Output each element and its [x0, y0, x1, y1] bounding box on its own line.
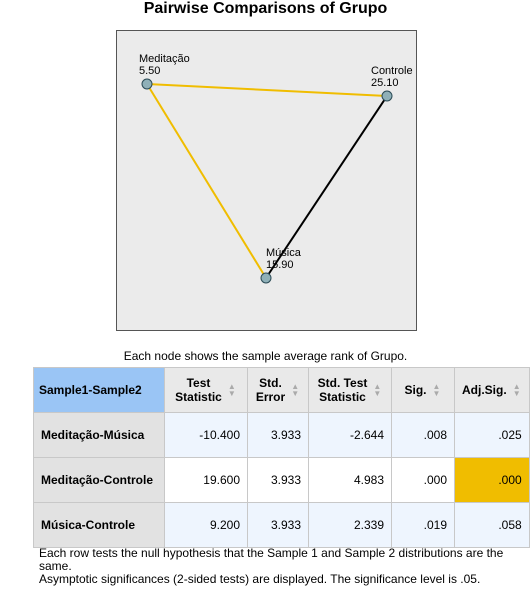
sort-icon[interactable]: ▲ ▼	[373, 382, 382, 398]
table-header-row	[34, 368, 530, 413]
node-rank: 25.10	[371, 77, 399, 89]
column-header-std-error[interactable]	[248, 368, 309, 413]
sort-icon[interactable]: ▲ ▼	[432, 382, 441, 398]
pairwise-graph	[116, 30, 417, 331]
cell-test-statistic: -10.400	[165, 413, 248, 458]
cell-sig: .019	[392, 503, 455, 548]
chart-title: Pairwise Comparisons of Grupo	[143, 0, 388, 17]
node-label-meditacao	[139, 53, 190, 77]
node-name: Meditação	[139, 53, 190, 65]
table-row[interactable]	[34, 503, 530, 548]
node-controle[interactable]	[382, 91, 392, 101]
header-label: Sample1-Sample2	[39, 383, 142, 397]
edge-meditacao-controle	[147, 84, 387, 96]
node-musica[interactable]	[261, 273, 271, 283]
header-label: Adj.Sig.	[462, 383, 507, 397]
row-label: Meditação-Música	[34, 413, 165, 458]
cell-adj-sig: .025	[455, 413, 530, 458]
column-header-adj-sig[interactable]	[455, 368, 530, 413]
pairwise-comparisons-table	[33, 367, 530, 548]
cell-sig: .008	[392, 413, 455, 458]
cell-adj-sig: .000	[455, 458, 530, 503]
node-label-musica	[266, 247, 301, 271]
table-row[interactable]	[34, 458, 530, 503]
header-label: Statistic	[175, 390, 222, 404]
sort-icon[interactable]: ▲ ▼	[227, 382, 236, 398]
cell-std-test-statistic: -2.644	[309, 413, 392, 458]
header-label: Statistic	[319, 390, 366, 404]
node-rank: 15.90	[266, 259, 294, 271]
cell-std-error: 3.933	[248, 503, 309, 548]
row-label: Música-Controle	[34, 503, 165, 548]
graph-caption: Each node shows the sample average rank of Grupo.	[123, 349, 408, 363]
node-name: Controle	[371, 65, 413, 77]
cell-test-statistic: 9.200	[165, 503, 248, 548]
column-header-sample-pair[interactable]	[34, 368, 165, 413]
node-meditacao[interactable]	[142, 79, 152, 89]
cell-std-error: 3.933	[248, 458, 309, 503]
sort-icon[interactable]: ▲ ▼	[291, 382, 300, 398]
cell-std-error: 3.933	[248, 413, 309, 458]
cell-adj-sig: .058	[455, 503, 530, 548]
table-footnote	[39, 547, 519, 586]
table-row[interactable]	[34, 413, 530, 458]
column-header-test-statistic[interactable]	[165, 368, 248, 413]
node-rank: 5.50	[139, 65, 161, 77]
header-label: Error	[255, 390, 286, 404]
edge-meditacao-musica	[147, 84, 266, 278]
sort-icon[interactable]: ▲ ▼	[512, 382, 521, 398]
footnote-line-2: Asymptotic significances (2-sided tests) are displayed. The significance level is .05.	[39, 572, 481, 586]
column-header-std-test-statistic[interactable]	[309, 368, 392, 413]
cell-std-test-statistic: 2.339	[309, 503, 392, 548]
footnote-line-1: Each row tests the null hypothesis that the Sample 1 and Sample 2 distributions are the same.	[39, 546, 504, 573]
cell-std-test-statistic: 4.983	[309, 458, 392, 503]
row-label: Meditação-Controle	[34, 458, 165, 503]
node-name: Música	[266, 247, 301, 259]
header-label: Sig.	[404, 383, 427, 397]
cell-test-statistic: 19.600	[165, 458, 248, 503]
header-label: Std. Test	[317, 376, 368, 390]
cell-sig: .000	[392, 458, 455, 503]
column-header-sig[interactable]	[392, 368, 455, 413]
header-label: Std.	[259, 376, 282, 390]
node-label-controle	[371, 65, 413, 89]
header-label: Test	[186, 376, 211, 390]
